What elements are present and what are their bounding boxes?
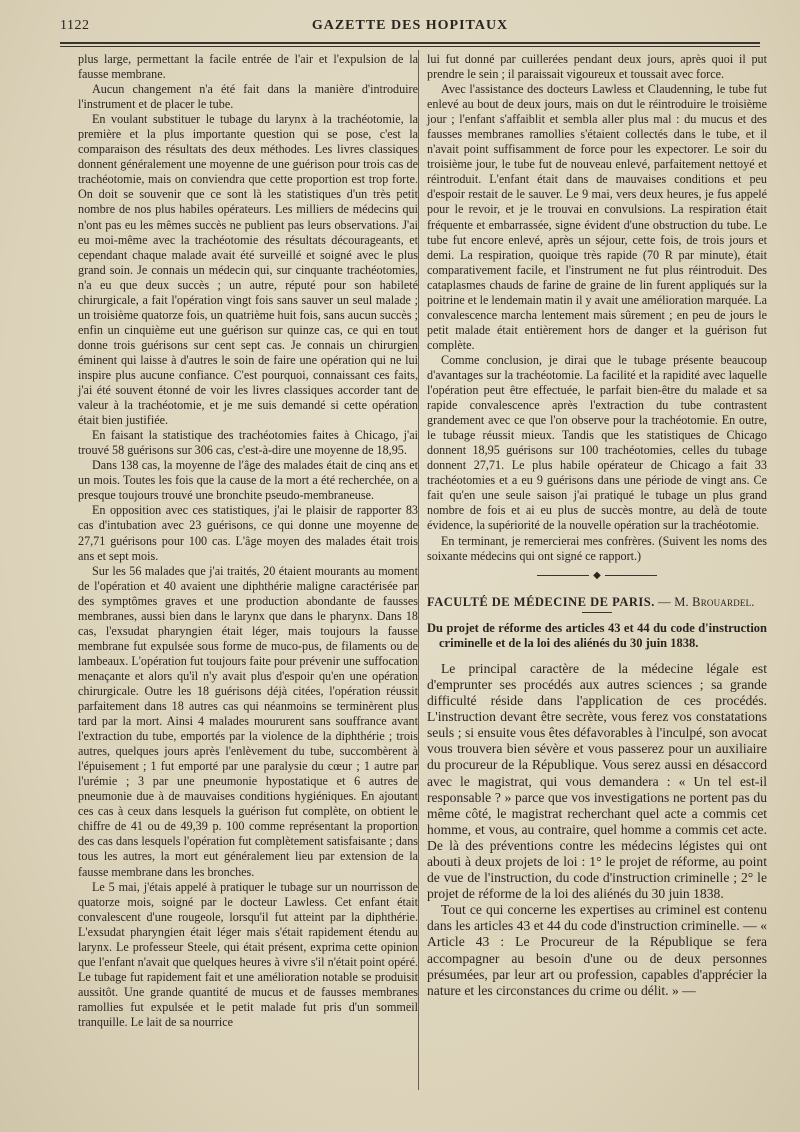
paragraph: Comme conclusion, je dirai que le tubage présente beaucoup d'avantages sur la trachéotomie. La facilité et la rapidité avec laquelle l'opération peut être effectuée, le parfait bien-être du malade et sa rapide convalescence après l'extraction du tube contrastent grandement avec ce que l'on observe pour la trachéotomie. En outre, le tubage réussit mieux. Tandis que les statistiques de Chicago donnent 18,95 guérisons sur 100 trachéotomies, celles du tubage donnent 27,71. Le plus habile opérateur de Chicago a fait 33 trachéotomies et a eu 9 guérisons dans une période de vingt ans. Ce fait qu'en une seule saison j'ai pratiqué le tubage un plus grand nombre de fois et ai eu plus de succès montre, au delà de toute évidence, la supériorité de la nouvelle opération sur la trachéotomie. — [427, 352, 767, 533]
left-column — [78, 52, 418, 1030]
paragraph: En faisant la statistique des trachéotomies faites à Chicago, j'ai trouvé 58 guérisons sur 306 cas, c'est-à-dire une moyenne de 18,95. — [78, 428, 418, 458]
header-rule — [60, 42, 760, 44]
paragraph: En opposition avec ces statistiques, j'ai le plaisir de rapporter 83 cas d'intubation avec 23 guérisons, ce qui donne une moyenne de 27,71 guérisons pour 100 cas. L'âge moyen des malades était trois ans et sept mois. — [78, 503, 418, 563]
author-name: Brouardel. — [692, 594, 755, 609]
lecture-subheading: Du projet de réforme des articles 43 et 44 du code d'instruction criminelle et de la loi des aliénés du 30 juin 1838. — [427, 620, 767, 650]
paragraph: Aucun changement n'a été fait dans la manière d'introduire l'instrument et de placer le tube. — [78, 82, 418, 112]
paragraph: En terminant, je remercierai mes confrères. (Suivent les noms des soixante médecins qui ont signé ce rapport.) — [427, 533, 767, 563]
author-prefix: — M. — [658, 594, 689, 609]
paragraph: Sur les 56 malades que j'ai traités, 20 étaient mourants au moment de l'opération et 40 avaient une diphthérie maligne caractérisée par des symptômes graves et une production abondante de fausses membranes, aussi bien dans le larynx que dans le pharynx. Dans 18 cas, l'exsudat pharyngien était léger, mais toujours la fausse membrane fut expulsée sous forme de muco-pus, de filaments ou de lambeaux. L'opération fut toujours faite pour prévenir une suffocation menaçante et alors qu'il n'y avait plus d'espoir qu'en une opération chirurgicale. Outre les 18 guérisons déjà citées, l'opération réussit parfaitement dans 18 autres cas qui néanmoins se terminèrent plus tard par la mort. Ainsi 4 malades moururent sans souffrance avant l'extraction du tube, emportés par la violence de la diphthérie ; trois autres, quelques jours après l'enlèvement du tube, succombèrent à l'épuisement ; 1 fut emporté par une paralysie du cœur ; 1 autre par l'urémie ; 3 par une pneumonie hypostatique et 6 autres de pneumonie due à de mauvaises conditions hygiéniques. En ajoutant ces cas à ceux dans lesquels la guérison fut complète, on obtient le chiffre de 41 ou de 49,39 p. 100 comme représentant la proportion des cas dans lesquels l'opération fut complètement satisfaisante ; dans tous les autres, la mort eut généralement lieu par extension de la fausse membrane dans les bronches. — [78, 563, 418, 879]
faculty-name: FACULTÉ DE MÉDECINE DE PARIS. — [427, 594, 655, 609]
right-column — [427, 52, 767, 999]
paragraph: Le principal caractère de la médecine légale est d'emprunter ses procédés aux autres sciences ; sa grande difficulté réside dans l'application de ces procédés. L'instruction devant être secrète, vous ferez vos constatations seuls ; si ensuite vous êtes défavorables à l'inculpé, son avocat vous trouvera bien sévère et vous passerez pour un auxiliaire du procureur de la République. Vous serez aussi en désaccord avec le magistrat, qui vous demandera : « Un tel est-il responsable ? » parce que vos investigations ne portent pas du même côté, le magistrat recherchant quel acte a commis cet homme, et vous, au contraire, quel homme a commis cet acte. De là des préventions contre les médecins légistes qui ont abouti à deux projets de loi : 1° le projet de réforme, au point de vue de l'instruction, du code d'instruction criminelle ; 2° le projet de réforme de la loi des aliénés du 30 juin 1838. — [427, 660, 767, 902]
short-rule — [582, 612, 612, 613]
journal-title: GAZETTE DES HOPITAUX — [311, 18, 509, 33]
column-divider — [418, 50, 419, 1090]
header-rule-thin — [60, 46, 760, 47]
faculty-heading — [427, 594, 767, 610]
paragraph: Tout ce qui concerne les expertises au criminel est contenu dans les articles 43 et 44 du code d'instruction criminelle. — « Article 43 : Le Procureur de la République se fera accompagner au besoin d'une ou de deux personnes présumées, par leur art ou profession, capables d'apprécier la nature et les circonstances du crime ou délit. » — — [427, 902, 767, 998]
page-number: 1122 — [60, 18, 90, 33]
paragraph: lui fut donné par cuillerées pendant deux jours, après quoi il put prendre le sein ; il paraissait vigoureux et toussait avec force. — [427, 52, 767, 82]
ornamental-rule: ◆ — [527, 572, 667, 580]
paragraph: plus large, permettant la facile entrée de l'air et l'expulsion de la fausse membrane. — [78, 52, 418, 82]
paragraph: Avec l'assistance des docteurs Lawless et Claudenning, le tube fut enlevé au bout de deux jours, mais on dut le réintroduire le troisième jour ; l'enfant s'affaiblit et sembla aller plus mal : du mucus et des fausses membranes ramollies s'étaient collectés dans le tube, et il n'avait point suffisamment de force pour les expectorer. Le soir du troisième jour, le tube fut de nouveau enlevé, parfaitement nettoyé et réintroduit. L'enfant était dans de mauvaises conditions et peu d'espoir restait de le sauver. Le 9 mai, vers deux heures, je fus appelé pour le revoir, et je le trouvai en convulsions. La respiration était fréquente et embarrassée, signe évident d'une obstruction du tube. Le tube fut encore enlevé, après un séjour, cette fois, de trois jours et demi. La respiration, quoique très rapide (70 R par minute), était comparativement facile, et l'instrument ne fut plus réintroduit. Des cataplasmes chauds de farine de graine de lin furent appliqués sur la poitrine et le lendemain matin il y avait une amélioration marquée. La convalescence marcha lentement mais sûrement ; en peu de jours le petit malade était entièrement hors de danger et la guérison fut complète. — [427, 82, 767, 352]
paragraph: Dans 138 cas, la moyenne de l'âge des malades était de cinq ans et un mois. Toutes les fois que la cause de la mort a été recherchée, on a presque toujours trouvé une bronchite pseudo-membraneuse. — [78, 458, 418, 503]
paragraph: En voulant substituer le tubage du larynx à la trachéotomie, la première et la plus importante question qui se pose, c'est la comparaison des résultats des deux méthodes. Les livres classiques donnent généralement une moyenne de une guérison pour trois cas de trachéotomie, mais on conviendra que cette proportion est trop forte. On doit se souvenir que ce sont là les statistiques d'un très petit nombre de nos plus habiles opérateurs. Les milliers de médecins qui n'ont pas eu les mêmes succès ne publient pas leurs observations. J'ai eu moi-même avec la trachéotomie des résultats décourageants, et cependant chaque malade avait été surveillé et soigné avec le plus grand soin. Je connais un médecin qui, sur cinquante trachéotomies, n'a eu que deux succès ; un autre, réputé pour son habileté chirurgicale, a fait l'opération vingt fois sans sauver un seul malade ; un troisième quatorze fois, un quatrième huit fois, sans aucun succès ; enfin un cinquième eut une guérison sur quinze cas, ce qui en tout donne trois guérisons sur cent sept cas. Je connais un chirurgien éminent qui laisse à d'autres le soin de faire une opération qui ne lui inspire plus aucune confiance. C'est pourquoi, connaissant ces faits, j'ai été souvent étonné de voir les livres classiques accorder tant de valeur à la trachéotomie, et je me suis demandé si cette opération était bien justifiée. — [78, 112, 418, 428]
page-header — [60, 18, 760, 38]
paragraph: Le 5 mai, j'étais appelé à pratiquer le tubage sur un nourrisson de quatorze mois, soigné par le docteur Lawless. Cet enfant était convalescent d'une rougeole, lorsqu'il fut atteint par la diphthérie. L'exsudat pharyngien était léger mais s'était rapidement étendu au larynx. Le professeur Steele, qui était présent, exprima cette opinion que l'enfant n'avait que quelques heures à vivre s'il n'était point opéré. Le tubage fut rapidement fait et une amélioration notable se produisit aussitôt. Une grande quantité de mucus et de fausses membranes ramollies fut expulsée et le petit malade fut pris d'un sommeil tranquille. Le lait de sa nourrice — [78, 879, 418, 1029]
